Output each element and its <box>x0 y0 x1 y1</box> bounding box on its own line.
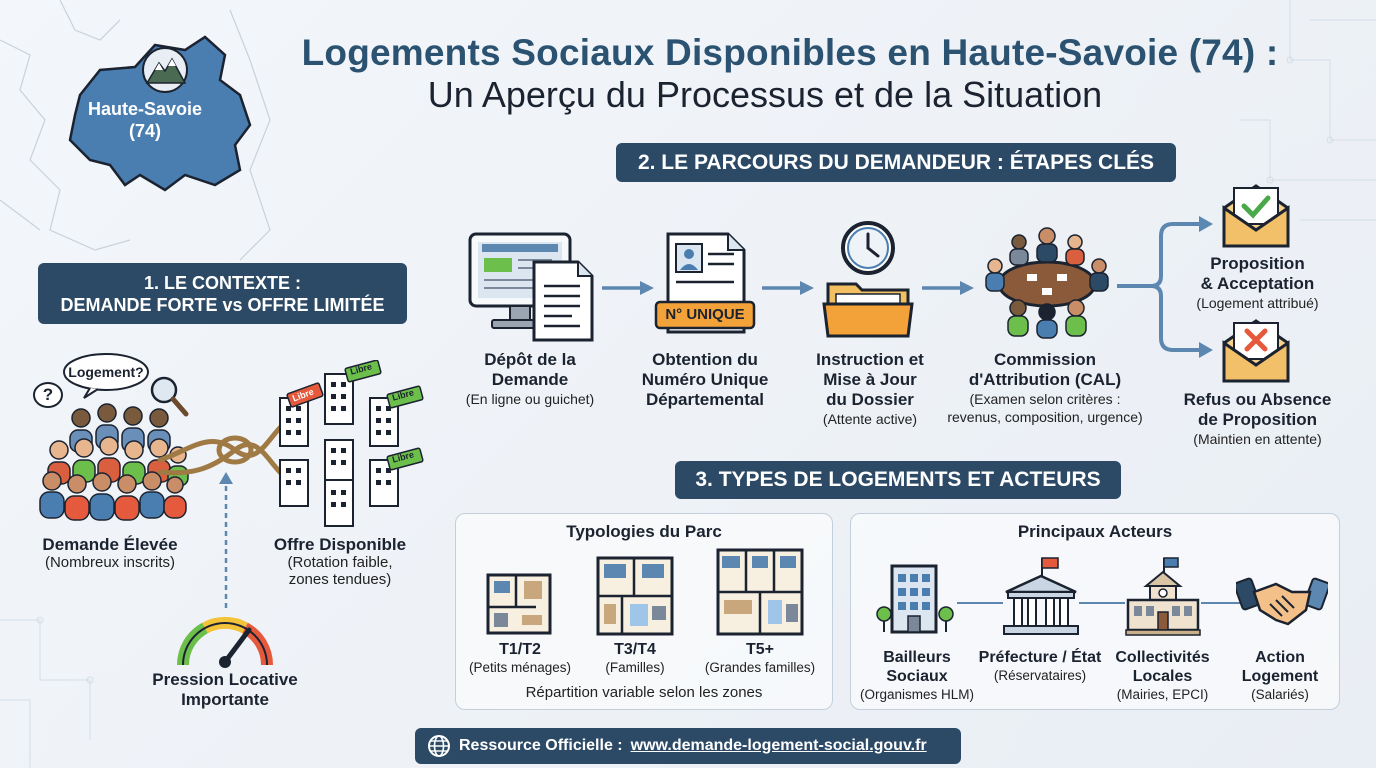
step-instruction-sub: (Attente active) <box>822 411 918 427</box>
actor-collectivites-title1: Collectivités <box>1115 649 1210 666</box>
gauge-label-line2: Importante <box>181 690 269 709</box>
actor-prefecture <box>970 648 1110 684</box>
outcome-no-sub: (Maintien en attente) <box>1193 431 1322 447</box>
step-instruction <box>790 350 950 428</box>
offer-label: Offre Disponible <box>273 535 407 554</box>
actor-prefecture-sub: (Réservataires) <box>993 668 1087 683</box>
footer-prefix: Ressource Officielle : <box>459 737 623 754</box>
step-instruction-title2: Mise à Jour <box>823 370 917 389</box>
typology-t5-label: T5+ <box>745 641 774 658</box>
actor-bailleurs <box>852 648 982 703</box>
map-label <box>70 98 220 142</box>
step-commission <box>930 350 1160 426</box>
actor-collectivites <box>1100 648 1225 703</box>
floorplan-t5-icon <box>716 548 804 636</box>
gauge-icon <box>175 610 275 670</box>
official-resource-link[interactable]: www.demande-logement-social.gouv.fr <box>630 737 927 754</box>
step-numero-unique <box>620 350 790 410</box>
globe-icon <box>427 734 451 758</box>
actor-collectivites-title2: Locales <box>1132 668 1193 685</box>
map-label-name: Haute-Savoie <box>87 99 203 119</box>
outcome-no-title1: Refus ou Absence <box>1183 390 1332 409</box>
actor-action-logement <box>1225 648 1335 703</box>
arrow-icon <box>920 278 976 298</box>
arrow-icon <box>760 278 816 298</box>
step-commission-title2: d'Attribution (CAL) <box>968 370 1122 389</box>
step-depot <box>450 350 610 408</box>
typology-t3-sub: (Familles) <box>605 660 665 675</box>
section1-title-line1: 1. LE CONTEXTE : <box>143 272 302 293</box>
actor-bailleurs-title2: Sociaux <box>886 668 948 685</box>
prefecture-building-icon <box>1002 556 1080 636</box>
outcome-acceptation <box>1170 254 1345 312</box>
typologies-footnote: Répartition variable selon les zones <box>525 684 763 701</box>
step-commission-sub1: (Examen selon critères : <box>969 391 1121 407</box>
mountain-icon <box>143 48 187 92</box>
outcome-yes-title2: & Acceptation <box>1200 274 1315 293</box>
step-instruction-title1: Instruction et <box>816 350 924 369</box>
question-mark: ? <box>42 385 54 404</box>
handshake-icon <box>1236 570 1328 632</box>
envelope-check-icon <box>1220 180 1292 250</box>
map-label-code: (74) <box>128 121 161 141</box>
clock-folder-icon <box>822 220 918 342</box>
arrow-icon <box>600 278 656 298</box>
actor-action-sub: (Salariés) <box>1251 687 1309 702</box>
page-subtitle: Un Aperçu du Processus et de la Situation <box>427 74 1103 115</box>
step-instruction-title3: du Dossier <box>826 390 914 409</box>
step-numero-title2: Numéro Unique <box>641 370 769 389</box>
outcome-refus <box>1170 390 1345 448</box>
actor-prefecture-title: Préfecture / État <box>978 649 1102 666</box>
page-title: Logements Sociaux Disponibles en Haute-Savoie (74) : <box>301 32 1279 73</box>
libre-tag-text: Libre <box>391 449 415 465</box>
actor-action-title2: Logement <box>1241 668 1319 685</box>
section3-banner: 3. TYPES DE LOGEMENTS ET ACTEURS <box>675 461 1121 499</box>
step-numero-title3: Départemental <box>645 390 765 409</box>
pressure-arrow <box>216 470 236 610</box>
computer-document-icon <box>468 232 596 342</box>
floorplan-t3-icon <box>596 556 674 636</box>
step-depot-sub: (En ligne ou guichet) <box>465 391 595 407</box>
typology-t5-sub: (Grandes familles) <box>704 660 816 675</box>
typologies-title: Typologies du Parc <box>566 522 722 541</box>
step-depot-title2: Demande <box>491 370 569 389</box>
typology-t1-sub: (Petits ménages) <box>468 660 572 675</box>
offer-sub-line1: (Rotation faible, <box>287 554 393 571</box>
acteurs-title: Principaux Acteurs <box>1017 522 1173 541</box>
libre-tag-text: Libre <box>290 386 316 404</box>
outcome-no-title2: de Proposition <box>1198 410 1317 429</box>
floorplan-t1-icon <box>486 573 552 635</box>
typology-t3-label: T3/T4 <box>614 641 656 658</box>
numero-unique-badge: N° UNIQUE <box>665 306 745 323</box>
outcome-yes-sub: (Logement attribué) <box>1196 295 1319 311</box>
meeting-table-icon <box>982 222 1112 340</box>
section1-title-line2: DEMANDE FORTE vs OFFRE LIMITÉE <box>60 294 385 315</box>
social-housing-building-icon <box>876 562 958 636</box>
demand-sub: (Nombreux inscrits) <box>44 554 176 571</box>
rope-buildings-illustration <box>150 360 430 530</box>
demand-label: Demande Élevée <box>42 535 178 554</box>
id-document-icon <box>650 232 760 342</box>
step-numero-title1: Obtention du <box>652 350 758 369</box>
step-commission-sub2: revenus, composition, urgence) <box>947 409 1143 425</box>
outcome-yes-title1: Proposition <box>1210 254 1305 273</box>
official-resource-footer <box>415 728 961 764</box>
actor-bailleurs-title1: Bailleurs <box>883 649 951 666</box>
libre-tag-text: Libre <box>391 387 415 403</box>
speech-bubble-text: Logement? <box>68 364 144 380</box>
actor-bailleurs-sub: (Organismes HLM) <box>859 687 975 702</box>
gauge-label-line1: Pression Locative <box>152 670 298 689</box>
step-commission-title1: Commission <box>993 350 1097 369</box>
envelope-cross-icon <box>1220 315 1292 385</box>
section2-banner: 2. LE PARCOURS DU DEMANDEUR : ÉTAPES CLÉS <box>616 143 1176 182</box>
section1-banner <box>38 263 407 324</box>
typology-t1-label: T1/T2 <box>499 641 541 658</box>
actor-collectivites-sub: (Mairies, EPCI) <box>1116 687 1209 702</box>
actor-action-title1: Action <box>1255 649 1305 666</box>
town-hall-icon <box>1124 556 1202 636</box>
offer-sub-line2: zones tendues) <box>288 571 392 588</box>
libre-tag-text: Libre <box>349 361 373 377</box>
step-depot-title1: Dépôt de la <box>484 350 576 369</box>
